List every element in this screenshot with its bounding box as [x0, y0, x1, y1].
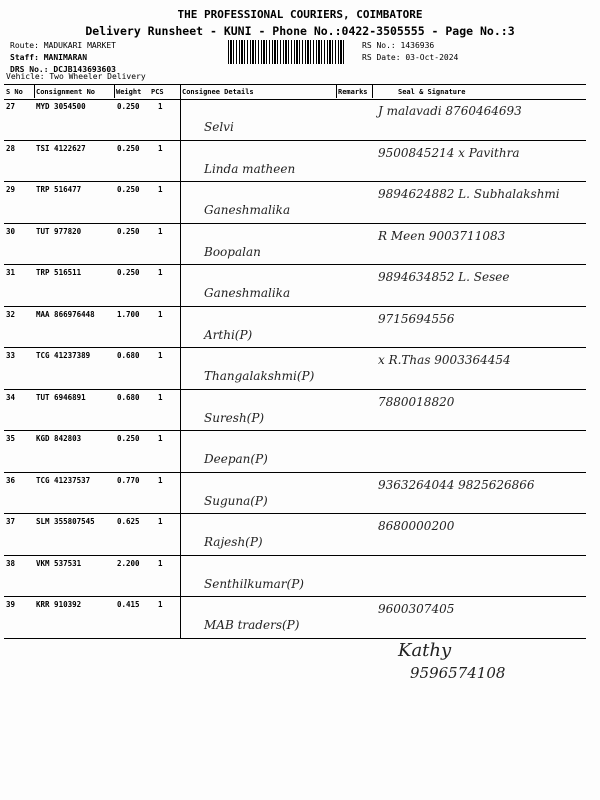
- row-signature: R Meen 9003711083: [378, 228, 506, 243]
- row-pcs: 1: [158, 434, 163, 443]
- row-pcs: 1: [158, 475, 163, 485]
- row-consignment: MYD 3054500: [36, 102, 86, 111]
- rs-date: RS Date: 03-Oct-2024: [362, 53, 459, 62]
- route: Route: MADUKARI MARKET: [10, 41, 116, 50]
- staff: Staff: MANIMARAN: [10, 53, 88, 62]
- row-pcs: 1: [158, 392, 163, 402]
- table-row: [4, 181, 586, 224]
- table-row: [4, 472, 586, 515]
- row-signature: 9894634852 L. Sesee: [378, 270, 510, 284]
- barcode: [228, 40, 346, 64]
- row-weight: 0.415: [117, 600, 140, 609]
- row-sno: 38: [6, 558, 16, 568]
- row-consignee: Selvi: [204, 120, 234, 134]
- row-signature: x R.Thas 9003364454: [378, 353, 511, 367]
- row-signature: 7880018820: [378, 394, 455, 409]
- row-consignment: SLM 355807545: [36, 517, 95, 526]
- table-row: [4, 347, 586, 390]
- row-consignment: VKM 537531: [36, 558, 82, 568]
- rs-number: RS No.: 1436936: [362, 41, 435, 50]
- row-sno: 33: [6, 351, 16, 360]
- extra-signature-phone: 9596574108: [410, 664, 506, 682]
- table-row: [4, 555, 586, 598]
- extra-signature-name: Kathy: [398, 640, 452, 661]
- row-weight: 2.200: [117, 558, 140, 568]
- row-signature: 9715694556: [378, 311, 455, 326]
- row-consignment: KRR 910392: [36, 600, 82, 609]
- row-weight: 0.250: [117, 434, 140, 443]
- row-weight: 0.680: [117, 351, 140, 360]
- row-consignment: KGD 842803: [36, 434, 82, 443]
- divider: [336, 84, 337, 98]
- row-signature: 9894624882 L. Subhalakshmi: [378, 187, 560, 201]
- row-pcs: 1: [158, 143, 163, 153]
- row-consignee: Ganeshmalika: [204, 203, 291, 217]
- table-row: [4, 223, 586, 266]
- divider: [372, 84, 373, 98]
- row-consignment: TCG 41237537: [36, 475, 91, 485]
- row-consignment: TRP 516477: [36, 185, 82, 194]
- row-weight: 0.680: [117, 392, 140, 402]
- table-row: [4, 264, 586, 307]
- row-pcs: 1: [158, 185, 163, 194]
- row-consignee: Linda matheen: [204, 161, 296, 176]
- row-signature: 9600307405: [378, 602, 455, 616]
- row-signature: 8680000200: [378, 519, 455, 533]
- runsheet-table: [4, 84, 586, 638]
- row-sno: 37: [6, 517, 16, 526]
- row-weight: 0.770: [117, 475, 140, 485]
- table-row: [4, 596, 586, 639]
- col-consignment: Consignment No: [36, 88, 96, 96]
- row-weight: 0.625: [117, 517, 140, 526]
- table-row: [4, 513, 586, 556]
- row-sno: 34: [6, 392, 16, 402]
- row-sno: 27: [6, 102, 16, 111]
- row-signature: 9363264044 9825626866: [378, 477, 535, 492]
- row-weight: 0.250: [117, 268, 140, 277]
- row-consignment: TCG 41237389: [36, 351, 91, 360]
- row-weight: 1.700: [117, 309, 140, 319]
- row-consignee: Boopalan: [204, 244, 261, 259]
- row-weight: 0.250: [117, 226, 140, 236]
- row-consignee: Arthi(P): [204, 327, 253, 342]
- table-row: [4, 389, 586, 432]
- col-remarks: Remarks: [338, 88, 368, 96]
- row-pcs: 1: [158, 268, 163, 277]
- table-row: [4, 430, 586, 473]
- row-consignee: MAB traders(P): [204, 618, 300, 632]
- table-row: [4, 98, 586, 141]
- row-sno: 35: [6, 434, 16, 443]
- row-consignment: TRP 516511: [36, 268, 82, 277]
- table-row: [4, 140, 586, 183]
- row-weight: 0.250: [117, 102, 140, 111]
- row-pcs: 1: [158, 309, 163, 319]
- meta-right: [362, 40, 458, 64]
- row-consignment: MAA 866976448: [36, 309, 95, 319]
- col-signature: Seal & Signature: [398, 88, 466, 96]
- col-pcs: PCS: [151, 88, 164, 96]
- row-consignment: TUT 6946891: [36, 392, 86, 402]
- row-pcs: 1: [158, 558, 163, 568]
- col-weight: Weight: [116, 88, 142, 96]
- row-consignee: Rajesh(P): [204, 535, 263, 549]
- row-consignment: TSI 4122627: [36, 143, 86, 153]
- row-consignee: Thangalakshmi(P): [204, 369, 315, 383]
- row-sno: 29: [6, 185, 16, 194]
- row-sno: 31: [6, 268, 16, 277]
- row-weight: 0.250: [117, 143, 140, 153]
- row-sno: 28: [6, 143, 16, 153]
- row-pcs: 1: [158, 102, 163, 111]
- meta-left: [10, 40, 116, 76]
- row-pcs: 1: [158, 351, 163, 360]
- row-sno: 36: [6, 475, 16, 485]
- row-sno: 32: [6, 309, 16, 319]
- row-consignment: TUT 977820: [36, 226, 82, 236]
- table-row: [4, 306, 586, 349]
- row-pcs: 1: [158, 517, 163, 526]
- row-consignee: Suguna(P): [204, 493, 268, 508]
- row-signature: J malavadi 8760464693: [378, 104, 522, 118]
- vehicle: Vehicle: Two Wheeler Delivery: [6, 72, 146, 81]
- row-consignee: Suresh(P): [204, 410, 265, 425]
- divider: [114, 84, 115, 98]
- runsheet-subtitle: Delivery Runsheet - KUNI - Phone No.:0422-3505555 - Page No.:3: [85, 24, 515, 38]
- drs-number: DRS No.: DCJB143693603: [10, 65, 116, 74]
- divider: [34, 84, 35, 98]
- row-sno: 39: [6, 600, 16, 609]
- row-consignee: Ganeshmalika: [204, 286, 291, 300]
- row-pcs: 1: [158, 226, 163, 236]
- row-consignee: Deepan(P): [204, 452, 268, 466]
- company-title: THE PROFESSIONAL COURIERS, COIMBATORE: [177, 8, 423, 21]
- row-consignee: Senthilkumar(P): [204, 576, 304, 591]
- row-sno: 30: [6, 226, 16, 236]
- row-pcs: 1: [158, 600, 163, 609]
- row-weight: 0.250: [117, 185, 140, 194]
- col-consignee: Consignee Details: [182, 88, 254, 96]
- row-signature: 9500845214 x Pavithra: [378, 145, 520, 160]
- col-sno: S No: [6, 88, 23, 96]
